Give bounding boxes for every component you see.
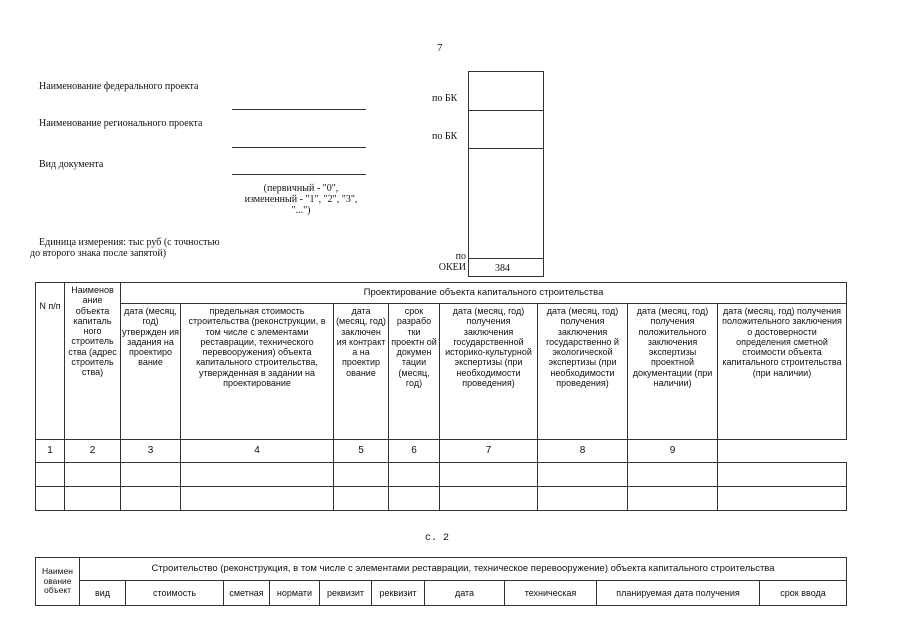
col-commissioning-header: срок ввода [760,581,847,606]
column-number: 6 [389,440,440,463]
column-number: 8 [538,440,628,463]
construction-group-header: Строительство (реконструкция, в том числе с элементами реставрации, техническое перевооружение) объекта капитального строительства [80,558,847,581]
col-3-header: предельная стоимость строительства (реконструкции, в том числе с элементами реставрации, технического перевооружения) объекта капитального строительства, утвержденная в задании на проектирование [181,304,334,440]
table-cell[interactable] [181,487,334,511]
col-8-header: дата (месяц, год) получения положительного заключения экспертизы проектной документации (при наличии) [628,304,718,440]
table-cell[interactable] [121,463,181,487]
column-number: 7 [440,440,538,463]
table-cell[interactable] [181,463,334,487]
table-cell[interactable] [389,463,440,487]
col-6-header: дата (месяц, год) получения заключения государственной историко-культурной экспертизы (при необходимости проведения) [440,304,538,440]
column-number-row [36,440,847,463]
column-number: 2 [65,440,121,463]
col-cost-header: стоимость [126,581,224,606]
federal-project-label: Наименование федерального проекта [39,81,199,92]
col-technical-header: техническая [505,581,597,606]
col-kind-header: вид [80,581,126,606]
okei-value: 384 [495,263,510,274]
table-cell[interactable] [628,463,718,487]
unit-label: Единица измерения: тыс руб (с точностью до второго знака после запятой) [30,237,220,259]
code-box-divider [469,258,543,259]
code-bk-label-1: по БК [432,93,458,104]
code-box [468,71,544,277]
table-row [36,463,847,487]
table-cell[interactable] [334,487,389,511]
table-cell[interactable] [121,487,181,511]
code-box-divider [469,148,543,149]
col-estimate-header: сметная [224,581,270,606]
table-cell[interactable] [718,463,847,487]
table-cell[interactable] [440,463,538,487]
page-number: 7 [437,42,443,54]
col-7-header: дата (месяц, год) получения заключения государственно й экологической экспертизы (при необходимости проведения) [538,304,628,440]
column-number: 3 [121,440,181,463]
table-cell[interactable] [628,487,718,511]
table-cell[interactable] [334,463,389,487]
column-number: 4 [181,440,334,463]
col-4-header: дата (месяц, год) заключен ия контракт а на проектир ование [334,304,389,440]
design-table [35,282,847,511]
col-date-header: дата [425,581,505,606]
regional-project-field[interactable] [232,147,366,148]
col-5-header: срок разрабо тки проектн ой докумен тации (месяц, год) [389,304,440,440]
column-number: 5 [334,440,389,463]
doc-type-hint: (первичный - "0", измененный - "1", "2", "3", "...") [244,183,358,216]
col-9-header: дата (месяц, год) получения положительного заключения о достоверности определения сметной стоимости объекта капитального строительства (при наличии) [718,304,847,440]
code-bk-label-2: по БК [432,131,458,142]
column-number: 9 [628,440,718,463]
code-box-divider [469,110,543,111]
table-cell[interactable] [36,487,65,511]
table-row [36,487,847,511]
table-cell[interactable] [440,487,538,511]
design-group-header: Проектирование объекта капитального строительства [121,283,847,304]
table-cell[interactable] [538,487,628,511]
col-planned-date-header: планируемая дата получения [597,581,760,606]
column-number: 1 [36,440,65,463]
doc-type-label: Вид документа [39,159,104,170]
col-n-header: N п/п [36,283,65,440]
table-cell[interactable] [718,487,847,511]
table-cell[interactable] [65,463,121,487]
regional-project-label: Наименование регионального проекта [39,118,203,129]
table-cell[interactable] [65,487,121,511]
col-details-header: реквизит [372,581,425,606]
table-cell[interactable] [36,463,65,487]
federal-project-field[interactable] [232,109,366,110]
doc-type-field[interactable] [232,174,366,175]
col-norm-header: нормати [270,581,320,606]
table-cell[interactable] [389,487,440,511]
code-okei-label: по ОКЕИ [438,251,466,273]
construction-table [35,557,847,606]
col-2-header: дата (месяц, год) утвержден ия задания на проектиро вание [121,304,181,440]
table-cell[interactable] [538,463,628,487]
col-details-header: реквизит [320,581,372,606]
col-object-name-header: Наимен ование объект [36,558,80,606]
col-object-name-header: Наименов ание объекта капиталь ного строитель ства (адрес строитель ства) [65,283,121,440]
continuation-label: с. 2 [425,533,450,544]
